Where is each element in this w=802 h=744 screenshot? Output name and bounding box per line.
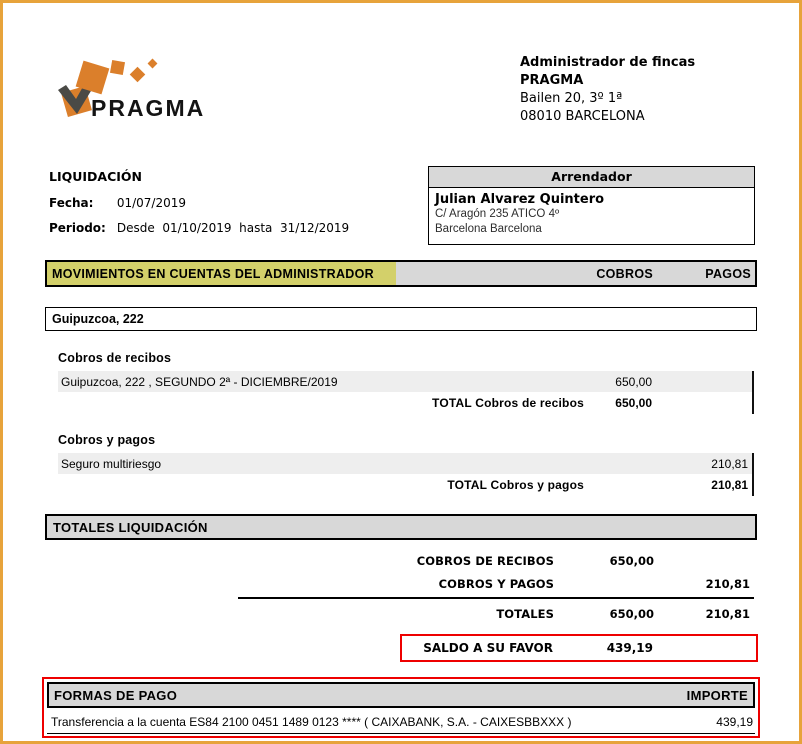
totales-cobros-value: 650,00 xyxy=(609,606,654,621)
totales-row xyxy=(58,572,754,595)
logo-wordmark: PRAGMA xyxy=(91,95,206,121)
arrendador-box xyxy=(428,166,755,245)
company-line: PRAGMA xyxy=(520,73,584,88)
fecha-row xyxy=(49,196,186,210)
company-address-block xyxy=(520,54,695,126)
company-line: Bailen 20, 3º 1ª xyxy=(520,91,623,106)
table-row xyxy=(58,453,752,474)
fecha-value: 01/07/2019 xyxy=(116,196,186,210)
payment-method-importe: 439,19 xyxy=(716,715,753,729)
total-label: TOTAL Cobros de recibos xyxy=(432,396,584,410)
saldo-label: SALDO A SU FAVOR xyxy=(423,641,553,655)
payment-method-row xyxy=(47,715,755,734)
column-header-importe: IMPORTE xyxy=(686,687,748,703)
totales-pagos-value: 210,81 xyxy=(705,606,750,621)
pragma-logo xyxy=(52,52,227,124)
arrendador-name: Julian Alvarez Quintero xyxy=(435,192,605,207)
arrendador-address-line: Barcelona Barcelona xyxy=(435,223,542,235)
property-box: Guipuzcoa, 222 xyxy=(45,307,757,331)
row-cobros-value: 650,00 xyxy=(615,374,652,389)
arrendador-address-line: C/ Aragón 235 ATICO 4º xyxy=(435,208,560,220)
row-label: Seguro multiriesgo xyxy=(61,456,162,471)
totals-divider-line xyxy=(238,597,754,599)
section-cobros-y-pagos xyxy=(58,433,757,496)
totales-row xyxy=(58,602,754,625)
formas-de-pago-box xyxy=(42,677,760,738)
column-header-cobros: COBROS xyxy=(596,266,653,281)
movimientos-title: MOVIMIENTOS EN CUENTAS DEL ADMINISTRADOR xyxy=(47,262,396,285)
total-pagos-value: 210,81 xyxy=(711,478,748,492)
company-line: Administrador de fincas xyxy=(520,55,696,70)
fecha-label: Fecha: xyxy=(49,196,94,210)
movimientos-header-bar xyxy=(45,260,757,287)
arrendador-details xyxy=(429,188,754,244)
saldo-value: 439,19 xyxy=(606,641,653,655)
row-label: Guipuzcoa, 222 , SEGUNDO 2ª - DICIEMBRE/2019 xyxy=(61,374,338,389)
document-title: LIQUIDACIÓN xyxy=(49,169,143,184)
formas-title: FORMAS DE PAGO xyxy=(54,687,178,703)
periodo-value: Desde 01/10/2019 hasta 31/12/2019 xyxy=(116,221,350,235)
totales-row-label: COBROS DE RECIBOS xyxy=(416,553,554,568)
section-cobros-de-recibos xyxy=(58,351,757,414)
totales-row xyxy=(58,549,754,572)
formas-header-bar xyxy=(47,682,755,708)
periodo-label: Periodo: xyxy=(49,221,106,235)
section-title: Cobros y pagos xyxy=(58,433,156,447)
payment-method-label: Transferencia a la cuenta ES84 2100 0451 1489 0123 **** ( CAIXABANK, S.A. - CAIXESBBXXX ) xyxy=(51,715,572,729)
totales-row-label: COBROS Y PAGOS xyxy=(438,576,554,591)
table-row xyxy=(58,371,752,392)
totales-row-label: TOTALES xyxy=(496,606,554,621)
company-line: 08010 BARCELONA xyxy=(520,109,645,124)
totales-header-bar: TOTALES LIQUIDACIÓN xyxy=(45,514,757,540)
total-label: TOTAL Cobros y pagos xyxy=(447,478,584,492)
total-cobros-value: 650,00 xyxy=(615,396,652,410)
section-title: Cobros de recibos xyxy=(58,351,172,365)
totales-rows xyxy=(58,549,754,625)
totales-cobros-value: 650,00 xyxy=(609,553,654,568)
column-header-pagos: PAGOS xyxy=(705,266,751,281)
saldo-box xyxy=(400,634,758,662)
section-rows xyxy=(58,371,754,414)
arrendador-box-title: Arrendador xyxy=(429,167,754,188)
section-total-row xyxy=(58,392,752,414)
section-rows xyxy=(58,453,754,496)
periodo-row xyxy=(49,221,349,235)
row-pagos-value: 210,81 xyxy=(711,456,748,471)
section-total-row xyxy=(58,474,752,496)
totales-pagos-value: 210,81 xyxy=(705,576,750,591)
